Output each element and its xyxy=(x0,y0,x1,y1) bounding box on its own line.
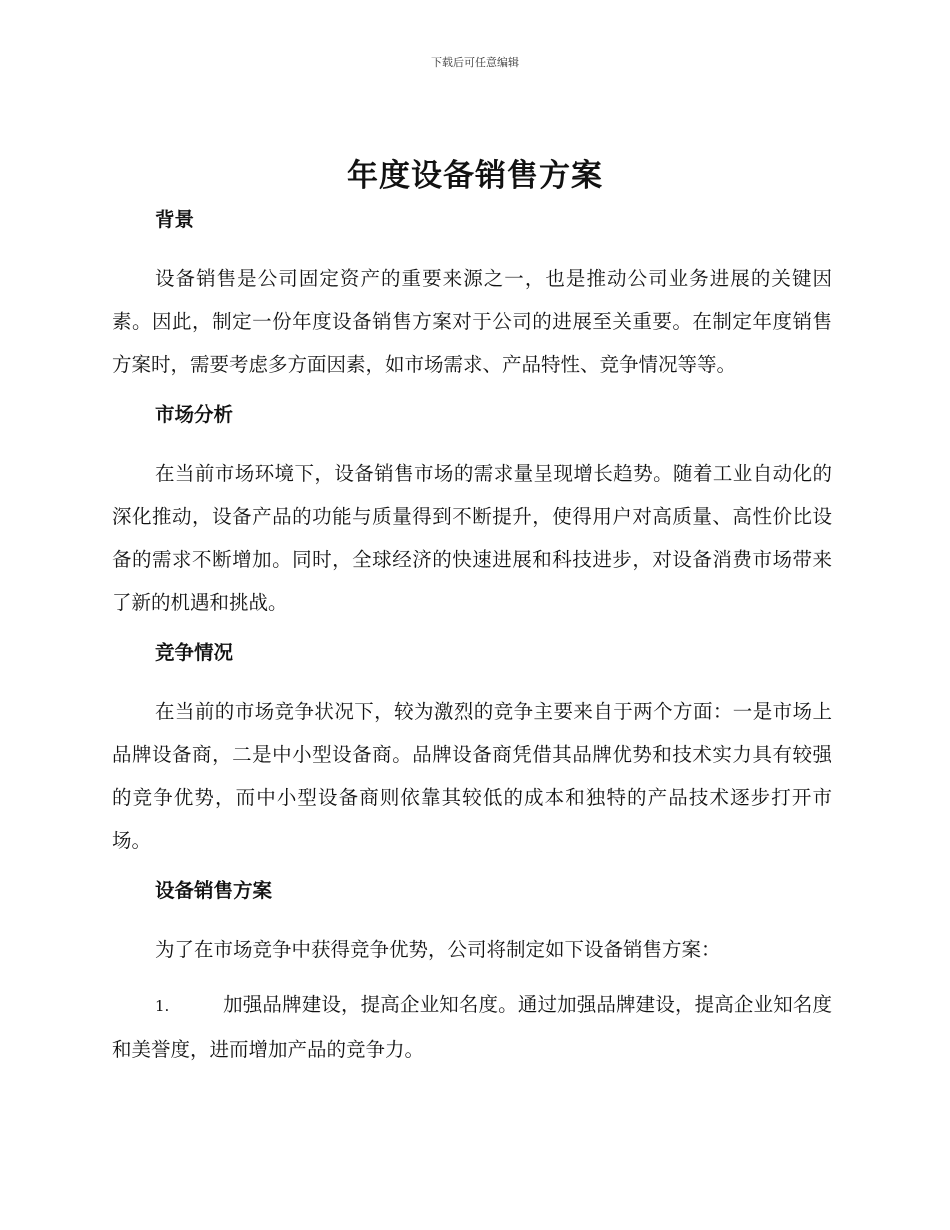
list-item-text: 加强品牌建设，提高企业知名度。通过加强品牌建设，提高企业知名度和美誉度，进而增加产品的竞争力。 xyxy=(112,993,832,1061)
section-heading-background: 背景 xyxy=(155,208,195,231)
section-text-plan-intro: 为了在市场竞争中获得竞争优势，公司将制定如下设备销售方案： xyxy=(155,938,721,961)
section-heading-plan: 设备销售方案 xyxy=(155,879,273,902)
header-note: 下载后可任意编辑 xyxy=(431,56,519,69)
document-body xyxy=(112,203,832,1071)
section-text-competition: 在当前的市场竞争状况下，较为激烈的竞争主要来自于两个方面：一是市场上品牌设备商，二是中小型设备商。品牌设备商凭借其品牌优势和技术实力具有较强的竞争优势，而中小型设备商则依靠其较低的成本和独特的产品技术逐步打开市场。 xyxy=(112,700,832,852)
section-text-background: 设备销售是公司固定资产的重要来源之一，也是推动公司业务进展的关键因素。因此，制定一份年度设备销售方案对于公司的进展至关重要。在制定年度销售方案时，需要考虑多方面因素，如市场需求、产品特性、竞争情况等等。 xyxy=(112,267,832,376)
list-item-number: 1. xyxy=(155,997,170,1015)
section-heading-competition: 竞争情况 xyxy=(155,641,234,664)
document-title: 年度设备销售方案 xyxy=(347,158,603,194)
list-item xyxy=(112,983,832,1071)
section-text-market: 在当前市场环境下，设备销售市场的需求量呈现增长趋势。随着工业自动化的深化推动，设备产品的功能与质量得到不断提升，使得用户对高质量、高性价比设备的需求不断增加。同时，全球经济的快速进展和科技进步，对设备消费市场带来了新的机遇和挑战。 xyxy=(112,462,832,614)
section-heading-market: 市场分析 xyxy=(155,403,234,426)
